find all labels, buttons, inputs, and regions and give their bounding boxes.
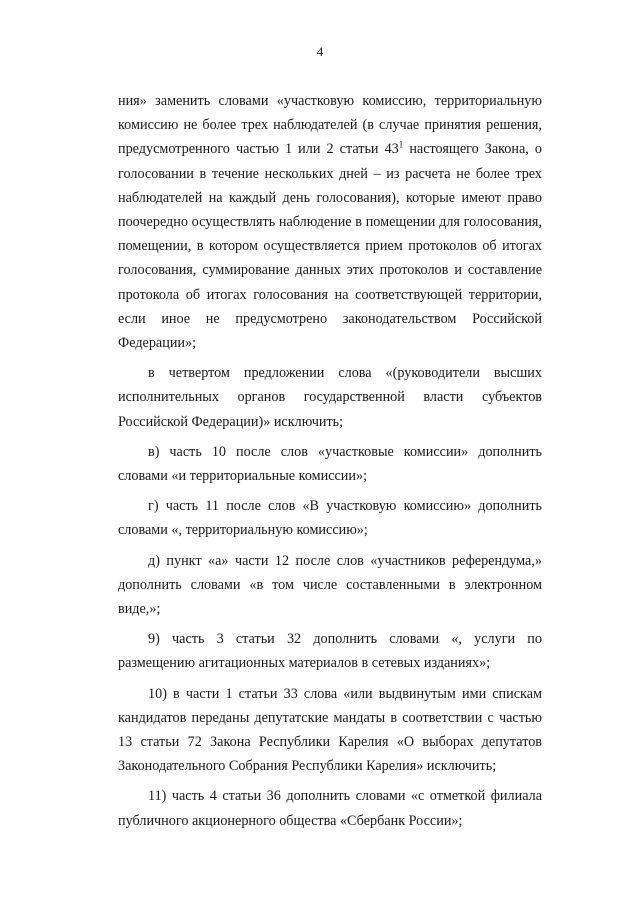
page-number: 4 (316, 44, 324, 59)
paragraph-item-d: д) пункт «а» части 12 после слов «участников референдума,» дополнить словами «в том числе составленными в электронном виде,»; (118, 552, 542, 618)
paragraph-continuation (118, 89, 542, 355)
superscript: 1 (398, 139, 404, 150)
paragraph-item-11: 11) часть 4 статьи 36 дополнить словами «с отметкой филиала публичного акционерного общества «Сбербанк России»; (118, 788, 542, 829)
paragraph-text: настоящего Закона, о голосовании в течение нескольких дней – из расчета не более трех наблюдателей на каждый день голосования), которые имеют право поочередно осуществлять наблюдение в помещении для голосования, помещении, в котором осуществляется прием протоколов об итогах голосования, суммирование данных этих протоколов и составление протокола об итогах голосования на соответствующей территории, если иное не предусмотрено законодательством Российской Федерации»; (118, 141, 542, 352)
paragraph-item-10: 10) в части 1 статьи 33 слова «или выдвинутым ими спискам кандидатов переданы депутатские мандаты в соответствии с частью 13 статьи 72 Закона Республики Карелия «О выборах депутатов Законодательного Собрания Республики Карелия» исключить; (118, 685, 542, 775)
paragraph: в четвертом предложении слова «(руководители высших исполнительных органов государственной власти субъектов Российской Федерации)» исключить; (118, 365, 542, 430)
paragraph-text: ния» заменить словами «участковую комиссию, территориальную комиссию не более трех наблюдателей (в случае принятия решения, предусмотренного частью 1 или 2 статьи 43 (118, 93, 542, 158)
paragraph-item-g: г) часть 11 после слов «В участковую комиссию» дополнить словами «, территориальную комиссию»; (118, 498, 542, 539)
paragraph-item-v: в) часть 10 после слов «участковые комиссии» дополнить словами «и территориальные комиссии»; (118, 443, 542, 485)
paragraph-item-9: 9) часть 3 статьи 32 дополнить словами «, услуги по размещению агитационных материалов в сетевых изданиях»; (118, 631, 542, 672)
document-body (118, 89, 542, 839)
